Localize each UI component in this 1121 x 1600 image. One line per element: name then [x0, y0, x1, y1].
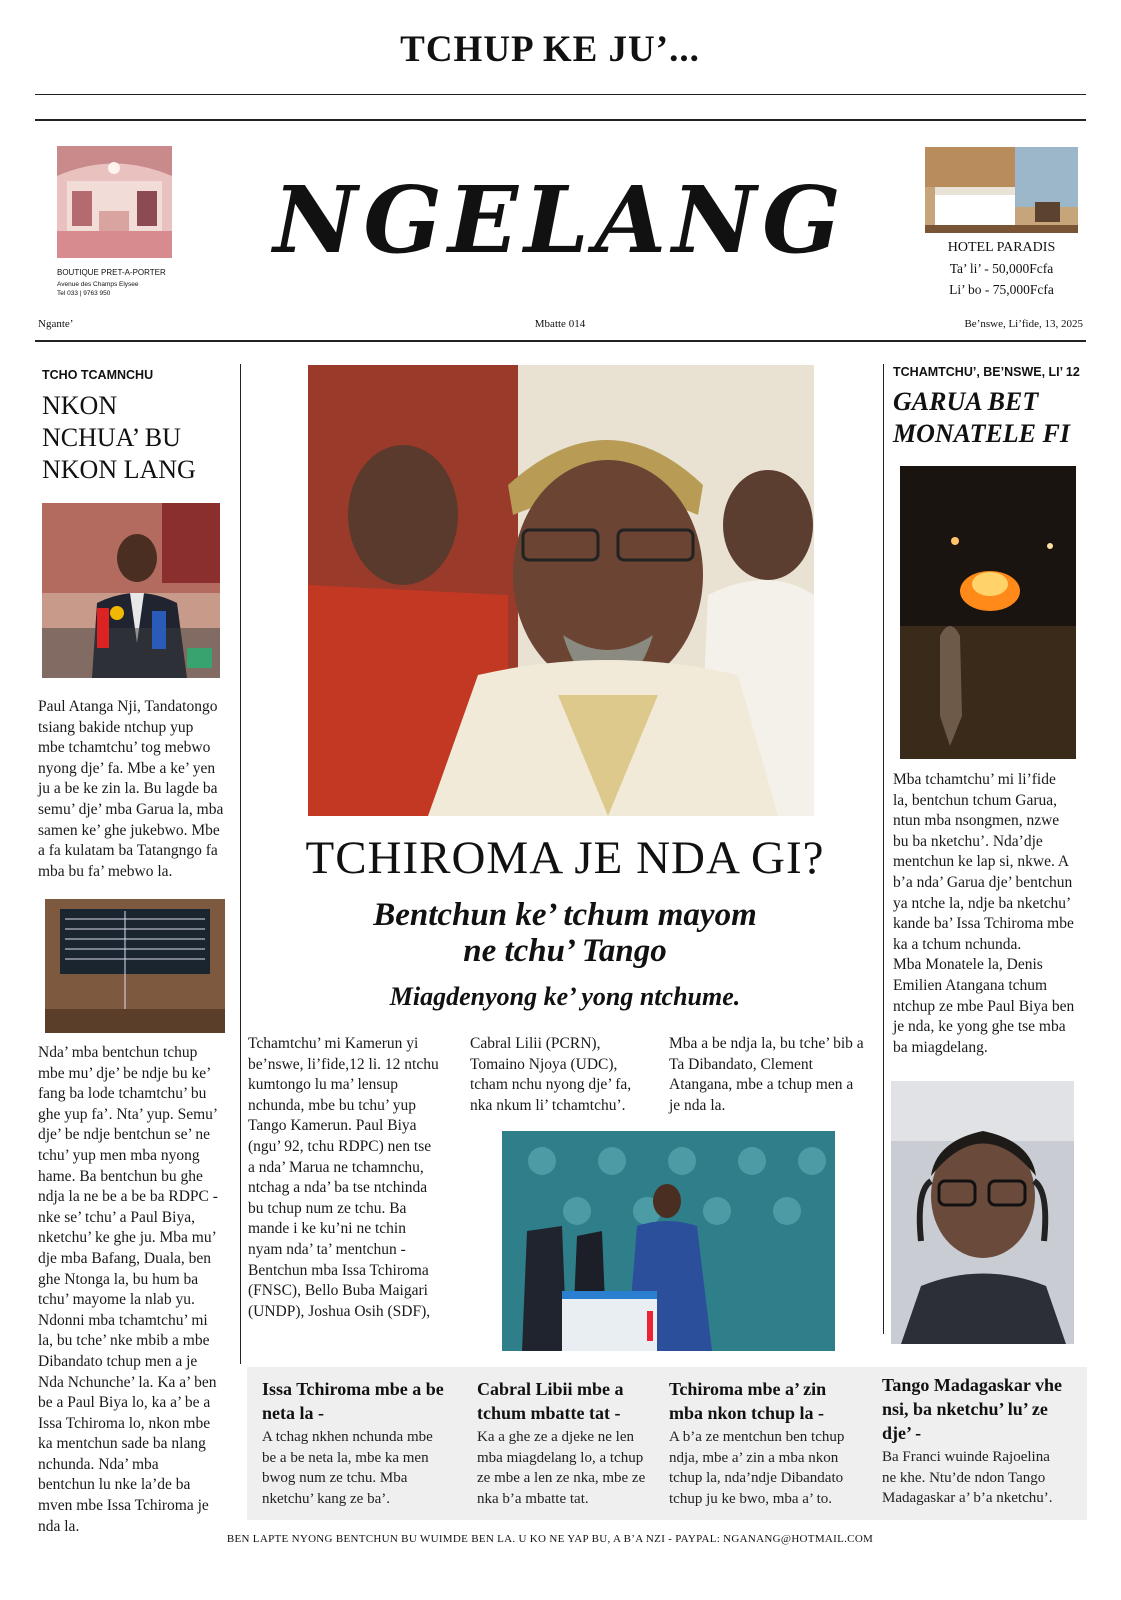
right-headline-line: GARUA BET: [893, 387, 1039, 416]
text-line: Madagaskar a’ b’a nketchu’.: [882, 1490, 1053, 1506]
dateline-left: Ngante’: [38, 318, 74, 330]
text-line: b’a nda’ Garua dje’ bentchun: [893, 873, 1073, 891]
left-story-2: [38, 1043, 238, 1537]
text-line: ntun mba nsongmen, nzwe: [893, 812, 1060, 830]
text-line: ne khe. Ntu’de ndon Tango: [882, 1469, 1046, 1486]
text-line: tsiang bakide ntchup yup: [38, 718, 194, 736]
brief-headline-line: Tango Madagaskar vhe: [882, 1375, 1063, 1395]
left-kicker: TCHO TCAMNCHU: [42, 368, 154, 382]
brief-4: [882, 1373, 1082, 1509]
text-line: Ndonni mba tchamtchu’ mi: [38, 1311, 208, 1329]
center-column-2: [470, 1034, 660, 1116]
text-line: Tchamtchu’ mi Kamerun yi: [248, 1035, 419, 1052]
text-line: ba miagdelang.: [893, 1038, 988, 1056]
burning-vehicle-night-street: [900, 466, 1076, 759]
brief-headline-line: tchum mbatte tat -: [477, 1403, 621, 1423]
text-line: ghe Ntonga la, bu hum ba: [38, 1270, 199, 1288]
text-line: nke se’ tchu’ a Paul Biya,: [38, 1208, 195, 1226]
text-line: Ta Dibandato, Clement: [669, 1055, 813, 1073]
brief-headline: [882, 1373, 1082, 1445]
text-line: a fa kulatam ba Tatangngo fa: [38, 842, 218, 860]
text-line: mbe tchamtchu’ tog mebwo: [38, 739, 211, 757]
hotel-room-photo: [925, 147, 1078, 233]
text-line: ka a tchum nchunda.: [893, 935, 1022, 953]
man-wearing-headphones: [891, 1081, 1074, 1344]
text-line: ntchup ze mbe Paul Biya ben: [893, 997, 1075, 1015]
main-tagline: Miagdenyong ke’ yong ntchume.: [389, 982, 741, 1011]
footer-text: BEN LAPTE NYONG BENTCHUN BU WUIMDE BEN LA. U KO NE YAP BU, A B’A NZI - PAYPAL: NGANANG@HOTMAIL.COM: [226, 1533, 874, 1545]
text-line: la, bentchun tchum Garua,: [893, 791, 1057, 809]
text-line: la, bu tche’ nke mbib a mbe: [38, 1332, 210, 1350]
text-line: nchunda, mbe bu tchu’ yup: [248, 1096, 417, 1114]
text-line: mba miagdelang lo, a tchup: [477, 1449, 644, 1466]
dateline-divider: [35, 340, 1086, 342]
text-line: nyam nda’ ta’ mentchun -: [248, 1240, 406, 1258]
text-line: ndja la ne be a be ba RDPC -: [38, 1188, 218, 1206]
brief-text: [669, 1427, 869, 1509]
text-line: bu ba nketchu’. Nda’dje: [893, 832, 1043, 850]
text-line: ya ntche la, ndje ba nketchu’: [893, 894, 1072, 912]
right-kicker: TCHAMTCHU’, BE’NSWE, LI’ 12: [893, 365, 1080, 379]
text-line: Paul Atanga Nji, Tandatongo: [38, 698, 218, 715]
center-column-1: [248, 1034, 458, 1322]
text-line: be a be neta la, mbe ka men: [262, 1449, 429, 1466]
text-line: tchu’ yup men mba nyong: [38, 1146, 200, 1164]
text-line: nka b’a mbatte tat.: [477, 1490, 589, 1507]
text-line: kumtongo lu ma’ lensup: [248, 1076, 398, 1094]
minister-at-press-podium: [42, 503, 220, 678]
text-line: nyong dje’ fa. Mbe a ke’ yen: [38, 759, 216, 777]
text-line: tchup la, nda’ndje Dibandato: [669, 1470, 844, 1486]
text-line: Tango Kamerun. Paul Biya: [248, 1117, 417, 1135]
text-line: A tchag nkhen nchunda mbe: [262, 1429, 433, 1445]
text-line: be’nswe, li’fide,12 li. 12 ntchu: [248, 1055, 439, 1073]
brief-text: [262, 1427, 457, 1509]
text-line: mba bu fa’ mebwo la.: [38, 862, 173, 880]
brief-headline-line: neta la -: [262, 1403, 324, 1423]
text-line: mbe mu’ dje’ be ndje bu ke’: [38, 1064, 212, 1082]
right-column-rule: [883, 364, 884, 1334]
text-line: nketchu’ ke ghe ju. Mba mu’: [38, 1229, 217, 1247]
text-line: Mba Monatele la, Denis: [893, 956, 1043, 974]
text-line: ghe yup fa’. Nta’ yup. Semu’: [38, 1105, 219, 1123]
dateline-center: Mbatte 014: [534, 318, 586, 330]
text-line: tcham nchu nyong dje’ fa,: [470, 1076, 632, 1094]
text-line: kande ba’ Issa Tchiroma mbe: [893, 915, 1074, 933]
hotel-name: HOTEL PARADIS: [947, 240, 1056, 255]
center-column-3: [669, 1034, 879, 1116]
left-headline-line: NCHUA’ BU: [42, 423, 181, 452]
portrait-man-in-embroidered-cap: [308, 365, 814, 816]
brief-headline-line: mba nkon tchup la -: [669, 1403, 825, 1423]
brief-headline-line: Cabral Libii mbe a: [477, 1379, 624, 1399]
text-line: je nda, ke yong ghe tse mba: [893, 1018, 1066, 1036]
text-line: Cabral Lilii (PCRN),: [470, 1035, 601, 1052]
text-line: Nda’ mba bentchun tchup: [38, 1044, 198, 1061]
text-line: Tomaino Njoya (UDC),: [470, 1055, 618, 1073]
left-headline-line: NKON LANG: [42, 455, 196, 484]
boutique-name: BOUTIQUE PRET-A-PORTER: [57, 268, 166, 277]
text-line: Ba Franci wuinde Rajoelina: [882, 1449, 1050, 1465]
text-line: bwog num ze tchu. Mba: [262, 1470, 408, 1486]
text-line: nda la.: [38, 1517, 80, 1535]
text-line: ntchag a nda’ ba tse ntchinda: [248, 1179, 428, 1197]
brief-2: [477, 1377, 667, 1509]
boutique-photo: [57, 146, 172, 258]
text-line: bentchun lu nke la’de ba: [38, 1476, 191, 1494]
text-line: bu tchup num ze tchu. Ba: [248, 1199, 407, 1217]
text-line: nchunda. Nda’ mba: [38, 1455, 159, 1473]
hotel-price-2: Li’ bo - 75,000Fcfa: [949, 282, 1054, 297]
left-story-1: [38, 697, 238, 882]
brief-1: [262, 1377, 457, 1509]
brief-text: [477, 1427, 667, 1509]
text-line: Bentchun mba Issa Tchiroma: [248, 1261, 429, 1279]
right-headline-line: MONATELE FI: [893, 419, 1070, 448]
text-line: Ka a ghe ze a djeke ne len: [477, 1429, 634, 1445]
text-line: nka nkum li’ tchamtchu’.: [470, 1096, 626, 1114]
subhead-line: Bentchun ke’ tchum mayom: [373, 897, 757, 933]
text-line: Atangana, mbe a tchup men a: [669, 1076, 854, 1094]
text-line: ju a be ke zin la. Bu lagde ba: [38, 780, 218, 798]
bottom-briefs: [247, 1367, 1087, 1520]
brief-3: [669, 1377, 869, 1509]
text-line: (UNDP), Joshua Osih (SDF),: [248, 1302, 431, 1320]
main-subhead: [250, 897, 880, 969]
boutique-phone: Tel 033 | 9763 950: [57, 290, 111, 297]
brief-headline-line: nsi, ba nketchu’ lu’ ze: [882, 1399, 1048, 1419]
text-line: (FNSC), Bello Buba Maigari: [248, 1282, 428, 1300]
boutique-address: Avenue des Champs Elysee: [57, 281, 139, 288]
text-line: Nda Nchunche’ la. Ka a’ ben: [38, 1373, 217, 1391]
text-line: (ngu’ 92, tchu RDPC) nen tse: [248, 1137, 432, 1155]
text-line: dje’ be ndje bentchun se’ ne: [38, 1126, 211, 1144]
brief-headline-line: dje’ -: [882, 1423, 922, 1443]
right-story: [893, 770, 1088, 1058]
text-line: mentchun ke lap si, nkwe. A: [893, 853, 1070, 871]
brief-headline: [477, 1377, 667, 1425]
text-line: Mba a be ndja la, bu tche’ bib a: [669, 1035, 864, 1052]
top-title: TCHUP KE JU’...: [400, 29, 700, 70]
text-line: Issa Tchiroma lo, nkon mbe: [38, 1414, 211, 1432]
top-divider-1: [35, 94, 1086, 95]
vote-tally-board: [45, 899, 225, 1033]
right-headline: [893, 386, 1070, 450]
subhead-line: ne tchu’ Tango: [463, 933, 667, 969]
brief-headline-line: Tchiroma mbe a’ zin: [669, 1379, 827, 1399]
brief-text: [882, 1447, 1082, 1509]
text-line: be a Paul Biya lo, ka a’ be a: [38, 1394, 211, 1412]
left-headline: [42, 390, 196, 486]
hotel-price-1: Ta’ li’ - 50,000Fcfa: [949, 261, 1054, 276]
text-line: semu’ dje’ mba Garua la, mba: [38, 800, 224, 818]
top-divider-2: [35, 119, 1086, 121]
text-line: a nda’ Marua ne tchamnchu,: [248, 1158, 424, 1176]
text-line: A b’a ze mentchun ben tchup: [669, 1429, 845, 1445]
text-line: tchup ju ke bwo, mba a’ to.: [669, 1490, 833, 1507]
dateline-right: Be’nswe, Li’fide, 13, 2025: [964, 318, 1083, 330]
text-line: tchu’ mayome la nlab yu.: [38, 1291, 195, 1309]
man-casting-ballot: [502, 1131, 835, 1351]
text-line: mven mbe Issa Tchiroma je: [38, 1497, 209, 1515]
text-line: Dibandato tchup men a je: [38, 1352, 198, 1370]
text-line: mande i ke ku’ni ne tchin: [248, 1220, 406, 1238]
text-line: dje mba Bafang, Duala, ben: [38, 1249, 212, 1267]
brief-headline-line: Issa Tchiroma mbe a be: [262, 1379, 444, 1399]
text-line: hame. Ba bentchun bu ghe: [38, 1167, 203, 1185]
text-line: samen ke’ ghe jukebwo. Mbe: [38, 821, 220, 839]
text-line: ka mentchun sade ba nlang: [38, 1435, 206, 1453]
brief-headline: [669, 1377, 869, 1425]
main-headline: TCHIROMA JE NDA GI?: [305, 832, 825, 884]
text-line: nketchu’ kang ze ba’.: [262, 1490, 390, 1507]
left-column-rule: [240, 364, 241, 1364]
masthead: NGELANG: [273, 166, 847, 274]
text-line: ndja, mbe a’ zin a mba nkon: [669, 1449, 839, 1466]
text-line: Emilien Atangana tchum: [893, 976, 1048, 994]
brief-headline: [262, 1377, 457, 1425]
left-headline-line: NKON: [42, 391, 118, 420]
text-line: fang ba lode tchamtchu’ bu: [38, 1085, 207, 1103]
text-line: ze mbe a len ze nka, mbe ze: [477, 1470, 646, 1486]
text-line: je nda la.: [669, 1096, 726, 1114]
text-line: Mba tchamtchu’ mi li’fide: [893, 771, 1056, 788]
